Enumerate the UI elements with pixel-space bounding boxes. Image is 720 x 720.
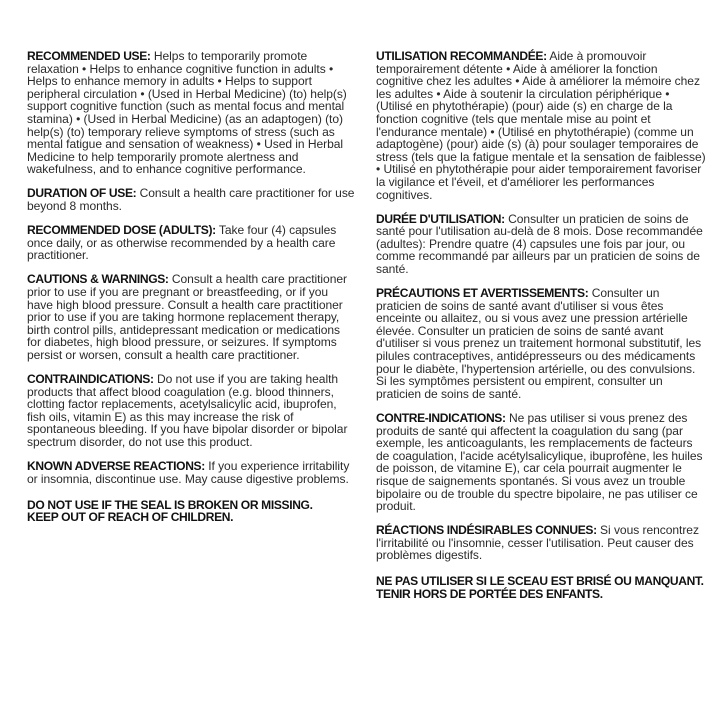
section-heading: CONTRE-INDICATIONS: — [376, 410, 506, 425]
utilisation-recommandee-section — [376, 50, 706, 201]
section-heading: UTILISATION RECOMMANDÉE: — [376, 49, 547, 63]
duration-of-use-section — [27, 187, 357, 212]
section-heading: RECOMMENDED USE: — [27, 49, 151, 63]
cautions-warnings-section — [27, 273, 357, 361]
french-column — [376, 50, 706, 601]
duree-utilisation-section — [376, 213, 706, 276]
seal-warning-fr: NE PAS UTILISER SI LE SCEAU EST BRISÉ OU MANQUANT. — [376, 574, 704, 589]
english-column — [27, 50, 357, 524]
contre-indications-section — [376, 412, 706, 513]
section-heading: CAUTIONS & WARNINGS: — [27, 272, 169, 287]
section-text: Take four (4) capsules once daily, or as otherwise recommended by a health care practitioner. — [27, 223, 337, 263]
section-text: Do not use if you are taking health products that affect blood coagulation (e.g. blood thinners, clotting factor replacements, acetylsalicylic acid, ibuprofen, fish oils, vitamin E) as this may increase the risk of spontaneous bleeding. If you have bipolar disorder or bipolar spectrum disorder, do not use this product. — [27, 372, 348, 450]
known-adverse-reactions-section — [27, 460, 357, 485]
children-warning: KEEP OUT OF REACH OF CHILDREN. — [27, 510, 234, 525]
section-heading: RÉACTIONS INDÉSIRABLES CONNUES: — [376, 523, 597, 538]
section-heading: DURATION OF USE: — [27, 186, 137, 201]
section-text: Consulter un praticien de soins de santé pour l'utilisation au-delà de 8 mois. Dose recommandée (adultes): Prendre quatre (4) capsules une fois par jour, ou comme recommandé par ailleurs par un praticien de soins de santé. — [376, 211, 703, 276]
recommended-use-section — [27, 50, 357, 176]
section-text: Helps to temporarily promote relaxation • Helps to enhance cognitive function in adults • Helps to enhance memory in adults • Helps to support peripheral circulation • (Used in Herbal Medicine) (to) help(s) support cognitive function (such as mental focus and mental stamina) • (Used in Herbal Medicine) (as an adaptogen) (to) help(s) (to) temporary relieve symptoms of stress (such as mental fatigue and sensation of weakness) • Used in Herbal Medicine to help temporarily promote alertness and wakefulness, and to enhance cognitive performance. — [27, 49, 347, 177]
seal-warning: DO NOT USE IF THE SEAL IS BROKEN OR MISSING. — [27, 497, 313, 512]
section-heading: CONTRAINDICATIONS: — [27, 372, 154, 387]
section-text: If you experience irritability or insomnia, discontinue use. May cause digestive problems. — [27, 459, 350, 486]
section-text: Consult a health care practitioner prior to use if you are pregnant or breastfeeding, or if you have high blood pressure. Consult a health care practitioner prior to use if you are taking hormone replacement therapy, birth control pills, antidepressant medication or medications for diabetes, high blood pressure, or seizures. If symptoms persist or worsen, consult a health care practitioner. — [27, 272, 347, 362]
section-heading: DURÉE D'UTILISATION: — [376, 211, 505, 226]
section-heading: PRÉCAUTIONS ET AVERTISSEMENTS: — [376, 286, 589, 301]
precautions-avertissements-section — [376, 287, 706, 400]
recommended-dose-section — [27, 224, 357, 262]
section-text: Consulter un praticien de soins de santé avant d'utiliser si vous êtes enceinte ou allaitez, ou si vous avez une pression artérielle élevée. Consulter un praticien de soins de santé avant d'utiliser si vous prenez un traitement hormonal substitutif, les pilules contraceptives, antidépresseurs ou des médicaments pour le diabète, l'hypertension artérielle, ou des convulsions. Si les symptômes persistent ou empirent, consulter un praticien de soins de santé. — [376, 286, 702, 401]
section-text: Si vous rencontrez l'irritabilité ou l'insomnie, cesser l'utilisation. Peut causer des problèmes digestifs. — [376, 523, 699, 563]
section-text: Ne pas utiliser si vous prenez des produits de santé qui affectent la coagulation du sang (par exemple, les anticoagulants, les remplacements de facteurs de coagulation, l'acide acétylsalicylique, ibuprofène, les huiles de poisson, de vitamine E), car cela pourrait augmenter le risque de saignements spontanés. Si vous avez un trouble bipolaire ou de trouble du spectre bipolaire, ne pas utiliser ce produit. — [376, 410, 703, 514]
reactions-indesirables-section — [376, 524, 706, 562]
section-text: Consult a health care practitioner for use beyond 8 months. — [27, 186, 355, 214]
children-warning-fr: TENIR HORS DE PORTÉE DES ENFANTS. — [376, 587, 603, 602]
section-heading: RECOMMENDED DOSE (ADULTS): — [27, 223, 216, 238]
section-text: Aide à promouvoir temporairement détente • Aide à améliorer la fonction cognitive chez les adultes • Aide à améliorer la mémoire chez les adultes • Aide à soutenir la circulation périphérique • (Utilisé en phytothérapie) (pour) aide (s) en charge de la fonction cognitive (tels que mentale mise au point et l'endurance mentale) • (Utilisé en phytothérapie) (comme un adaptogène) (pour) aide (s) (à) pour soulager temporaires de stress (tels que la fatigue mentale et la sensation de faiblesse) • Utilisé en phytothérapie pour aider temporairement favoriser la vigilance et l'éveil, et d'améliorer les performances cognitives. — [376, 49, 706, 202]
section-heading: KNOWN ADVERSE REACTIONS: — [27, 459, 205, 474]
contraindications-section — [27, 373, 357, 449]
